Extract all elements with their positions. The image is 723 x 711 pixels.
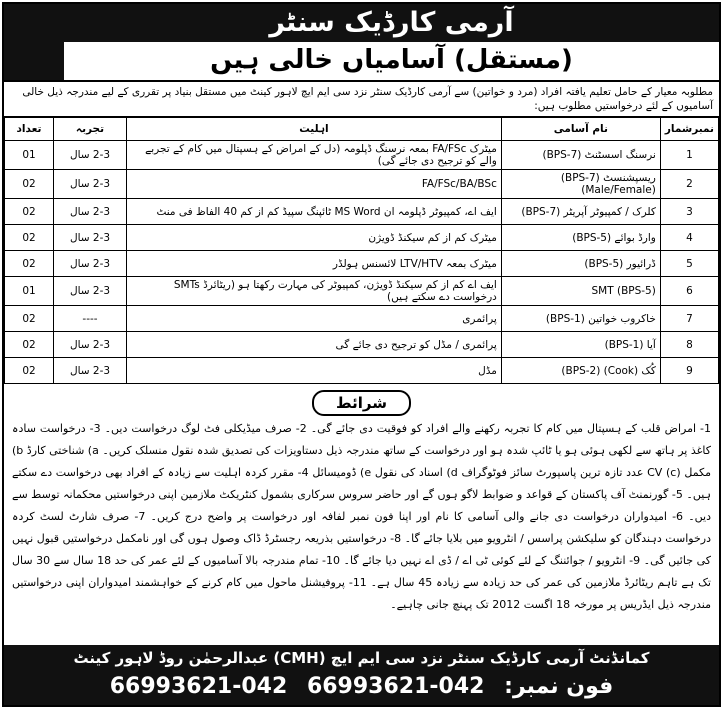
cell-count: 01 (5, 141, 54, 170)
cell-count: 02 (5, 199, 54, 225)
cell-name: ریسپشنسٹ (BPS-7) (Male/Female) (501, 170, 660, 199)
cell-count: 01 (5, 277, 54, 306)
cell-experience: 2-3 سال (54, 277, 127, 306)
phone-label: فون نمبر: (504, 674, 614, 699)
phone-number: 042-66993621 (109, 674, 288, 699)
header-name: نام آسامی (501, 118, 660, 141)
cell-qualification: FA/FSc/BA/BSc (127, 170, 502, 199)
cell-name: خاکروب خواتین (BPS-1) (501, 306, 660, 332)
cell-count: 02 (5, 225, 54, 251)
intro-text: مطلوبہ معیار کے حامل تعلیم یافتہ افراد (مرد و خواتین) سے آرمی کارڈیک سنٹر نزد سی ایم ایچ لاہور کینٹ میں مستقل بنیاد پر تقرری کے لیے مندرجہ ذیل خالی آسامیوں کے لئے درخواستیں مطلوب ہیں: (4, 82, 719, 117)
footer-phones (4, 671, 719, 703)
header (4, 4, 719, 82)
cell-no: 3 (660, 199, 718, 225)
cell-name: آیا (BPS-1) (501, 332, 660, 358)
cell-count: 02 (5, 251, 54, 277)
cell-qualification: میٹرک FA/FSc بمعہ نرسنگ ڈپلومہ (دل کے امراض کے ہسپتال میں کام کے تجربے والے کو ترجیح دی جائے گی) (127, 141, 502, 170)
table-row (5, 170, 719, 199)
cell-name: SMT (BPS-5) (501, 277, 660, 306)
cell-no: 6 (660, 277, 718, 306)
cell-experience: 2-3 سال (54, 358, 127, 384)
table-row (5, 141, 719, 170)
table-row (5, 332, 719, 358)
cell-experience: 2-3 سال (54, 225, 127, 251)
cell-qualification: ایف اے کم از کم سیکنڈ ڈویژن، کمپیوٹر کی مہارت رکھتا ہو (ریٹائرڈ SMTs درخواست دے سکتے ہیں) (127, 277, 502, 306)
cell-count: 02 (5, 306, 54, 332)
table-row (5, 251, 719, 277)
cell-qualification: مڈل (127, 358, 502, 384)
cell-qualification: ایف اے، کمپیوٹر ڈپلومہ ان MS Word ٹائپنگ سپیڈ کم از کم 40 الفاظ فی منٹ (127, 199, 502, 225)
footer (4, 645, 719, 705)
cell-no: 2 (660, 170, 718, 199)
cell-experience: 2-3 سال (54, 141, 127, 170)
cell-no: 1 (660, 141, 718, 170)
cell-count: 02 (5, 358, 54, 384)
header-count: تعداد (5, 118, 54, 141)
cell-qualification: میٹرک بمعہ LTV/HTV لائسنس ہولڈر (127, 251, 502, 277)
table-row (5, 199, 719, 225)
cell-experience: 2-3 سال (54, 199, 127, 225)
cell-qualification: پرائمری / مڈل کو ترجیح دی جائے گی (127, 332, 502, 358)
cell-no: 5 (660, 251, 718, 277)
footer-address: کمانڈنٹ آرمی کارڈیک سنٹر نزد سی ایم ایچ (CMH) عبدالرحمٰن روڈ لاہور کینٹ (73, 649, 650, 667)
header-experience: تجربہ (54, 118, 127, 141)
cell-experience: ---- (54, 306, 127, 332)
header-no: نمبرشمار (660, 118, 718, 141)
conditions-heading-wrap (4, 390, 719, 416)
cell-experience: 2-3 سال (54, 251, 127, 277)
header-titles (64, 4, 719, 80)
advertisement-page (2, 2, 721, 707)
header-qualification: اہلیت (127, 118, 502, 141)
conditions-heading: شرائط (312, 390, 411, 416)
conditions-text: 1- امراض قلب کے ہسپتال میں کام کا تجربہ رکھنے والے افراد کو فوقیت دی جائے گی۔ 2- صرف میڈیکلی فٹ لوگ درخواست دیں۔ 3- درخواست سادہ کاغذ پر ہاتھ سے لکھی ہوئی ہو یا ٹائپ شدہ ہو اور درخواست کے ساتھ مندرجہ ذیل دستاویزات کی تصدیق شدہ نقول منسلک کریں۔ a) شناختی کارڈ b) مکمل CV (c) عدد تازہ ترین پاسپورٹ سائز فوٹوگراف d) اسناد کی نقول e) ڈومیسائل 4- مقرر کردہ اہلیت سے زیادہ کے افراد بھی درخواست دے سکتے ہیں۔ 5- گورنمنٹ آف پاکستان کے قواعد و ضوابط لاگو ہوں گے اور حاضر سروس سرکاری بشمول کنٹریکٹ ملازمین اپنی درخواستیں محکمانہ توسط سے دیں۔ 6- امیدواران درخواست دی جانے والی آسامی کا نام اور اپنا فون نمبر لفافہ اور درخواست پر واضح درج کریں۔ 7- صرف شارٹ لسٹ کردہ درخواست دہندگان کو سلیکشن پراسس / انٹرویو میں بلایا جائے گا۔ 8- درخواستیں بذریعہ رجسٹرڈ ڈاک وصول ہوں گی اور نامکمل درخواستیں قبول نہیں کی جائیں گی۔ 9- انٹرویو / جوائننگ کے لئے کوئی ٹی اے / ڈی اے نہیں دیا جائے گا۔ 10- تمام مندرجہ بالا آسامیوں کے لئے عمر کی حد 18 سال سے 30 سال تک ہے تاہم ریٹائرڈ ملازمین کی عمر کی حد زیادہ سے زیادہ 45 سال ہے۔ 11- پروفیشنل ماحول میں کام کرنے کے خواہشمند امیدواران اپنی درخواستیں مندرجہ ذیل ایڈریس پر مورخہ 18 اگست 2012 تک پہنچ جانی چاہیے۔ (12, 422, 712, 611)
cell-experience: 2-3 سال (54, 332, 127, 358)
table-row (5, 225, 719, 251)
cell-experience: 2-3 سال (54, 170, 127, 199)
page-title: آرمی کارڈیک سنٹر (64, 4, 719, 42)
cell-name: وارڈ بوائے (BPS-5) (501, 225, 660, 251)
cell-no: 4 (660, 225, 718, 251)
table-row (5, 306, 719, 332)
phone-number: 042-66993621 (306, 674, 485, 699)
cell-qualification: میٹرک کم از کم سیکنڈ ڈویژن (127, 225, 502, 251)
table-row (5, 358, 719, 384)
cell-count: 02 (5, 332, 54, 358)
cell-name: کُک (Cook) (BPS-2) (501, 358, 660, 384)
header-black-block (4, 4, 64, 80)
cell-no: 9 (660, 358, 718, 384)
cell-count: 02 (5, 170, 54, 199)
cell-name: نرسنگ اسسٹنٹ (BPS-7) (501, 141, 660, 170)
cell-name: کلرک / کمپیوٹر آپریٹر (BPS-7) (501, 199, 660, 225)
jobs-table (4, 117, 719, 384)
cell-name: ڈرائیور (BPS-5) (501, 251, 660, 277)
cell-qualification: پرائمری (127, 306, 502, 332)
page-subtitle: (مستقل) آسامیاں خالی ہیں (210, 45, 573, 75)
table-row (5, 277, 719, 306)
cell-no: 7 (660, 306, 718, 332)
table-header-row (5, 118, 719, 141)
cell-no: 8 (660, 332, 718, 358)
